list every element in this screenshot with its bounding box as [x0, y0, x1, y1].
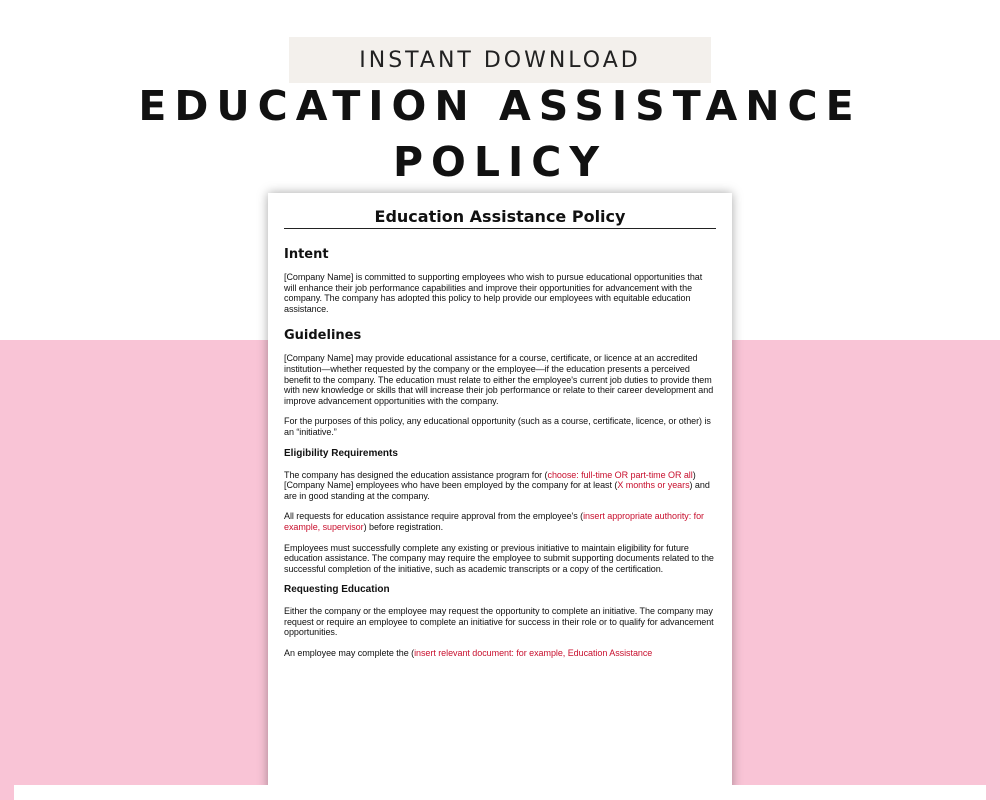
eligibility-heading: Eligibility Requirements: [284, 447, 398, 459]
product-headline: [0, 78, 1000, 190]
placeholder-authority: insert appropriate authority: for example, supervisor: [284, 511, 704, 532]
document-page: [284, 207, 716, 669]
guidelines-heading: Guidelines: [284, 328, 362, 344]
document-preview: [268, 193, 732, 793]
guidelines-paragraph-2: For the purposes of this policy, any educational opportunity (such as a course, certificate, licence, or other) is an “initiative.”: [284, 416, 711, 437]
requesting-text: An employee may complete the (: [284, 648, 415, 659]
placeholder-tenure: X months or years: [617, 480, 690, 491]
placeholder-employment-type: choose: full-time OR part-time OR all: [547, 469, 693, 480]
requesting-heading: Requesting Education: [284, 584, 390, 596]
eligibility-text: ) and are in good standing at the company.: [284, 480, 710, 501]
eligibility-text: ) [Company Name] employees who have been employed by the company for at least (: [284, 469, 696, 491]
eligibility-text: The company has designed the education assistance program for (: [284, 469, 548, 480]
eligibility-text: ) before registration.: [363, 521, 444, 532]
guidelines-paragraph-1: [Company Name] may provide educational assistance for a course, certificate, or licence at an accredited institution—whether requested by the company or the employee—if the education presents a perceived benefit to the company. The education must relate to either the employee's current job duties to provide them with new knowledge or skills that will increase their job performance or relate to their career development and improve advancement opportunities with the company.: [284, 353, 714, 406]
intent-heading: Intent: [284, 247, 329, 262]
bottom-white-strip: [14, 785, 986, 800]
headline-line-1: EDUCATION ASSISTANCE: [138, 82, 862, 130]
requesting-paragraph-1: Either the company or the employee may request the opportunity to complete an initiative. The company may request or require an employee to complete an initiative for success in their role or to qualify for advancement opportunities.: [284, 606, 714, 638]
requesting-paragraph-2: [284, 648, 716, 659]
eligibility-paragraph-1: [284, 470, 716, 502]
eligibility-text: All requests for education assistance require approval from the employee's (: [284, 511, 584, 522]
eligibility-paragraph-3: Employees must successfully complete any existing or previous initiative to maintain eligibility for future education assistance. The company may require the employee to submit supporting documents related to the successful completion of the initiative, such as academic transcripts or a copy of the certification.: [284, 542, 714, 574]
document-title: Education Assistance Policy: [284, 207, 716, 229]
instant-download-badge: INSTANT DOWNLOAD: [289, 37, 711, 83]
placeholder-document: insert relevant document: for example, Education Assistance: [414, 648, 653, 659]
intent-paragraph: [Company Name] is committed to supporting employees who wish to pursue educational opportunities that will enhance their job performance capabilities and improve their opportunities for advancement with the company. The company has adopted this policy to help provide our employees with equitable education assistance.: [284, 272, 703, 314]
headline-line-2: POLICY: [392, 138, 608, 186]
eligibility-paragraph-2: [284, 511, 716, 532]
